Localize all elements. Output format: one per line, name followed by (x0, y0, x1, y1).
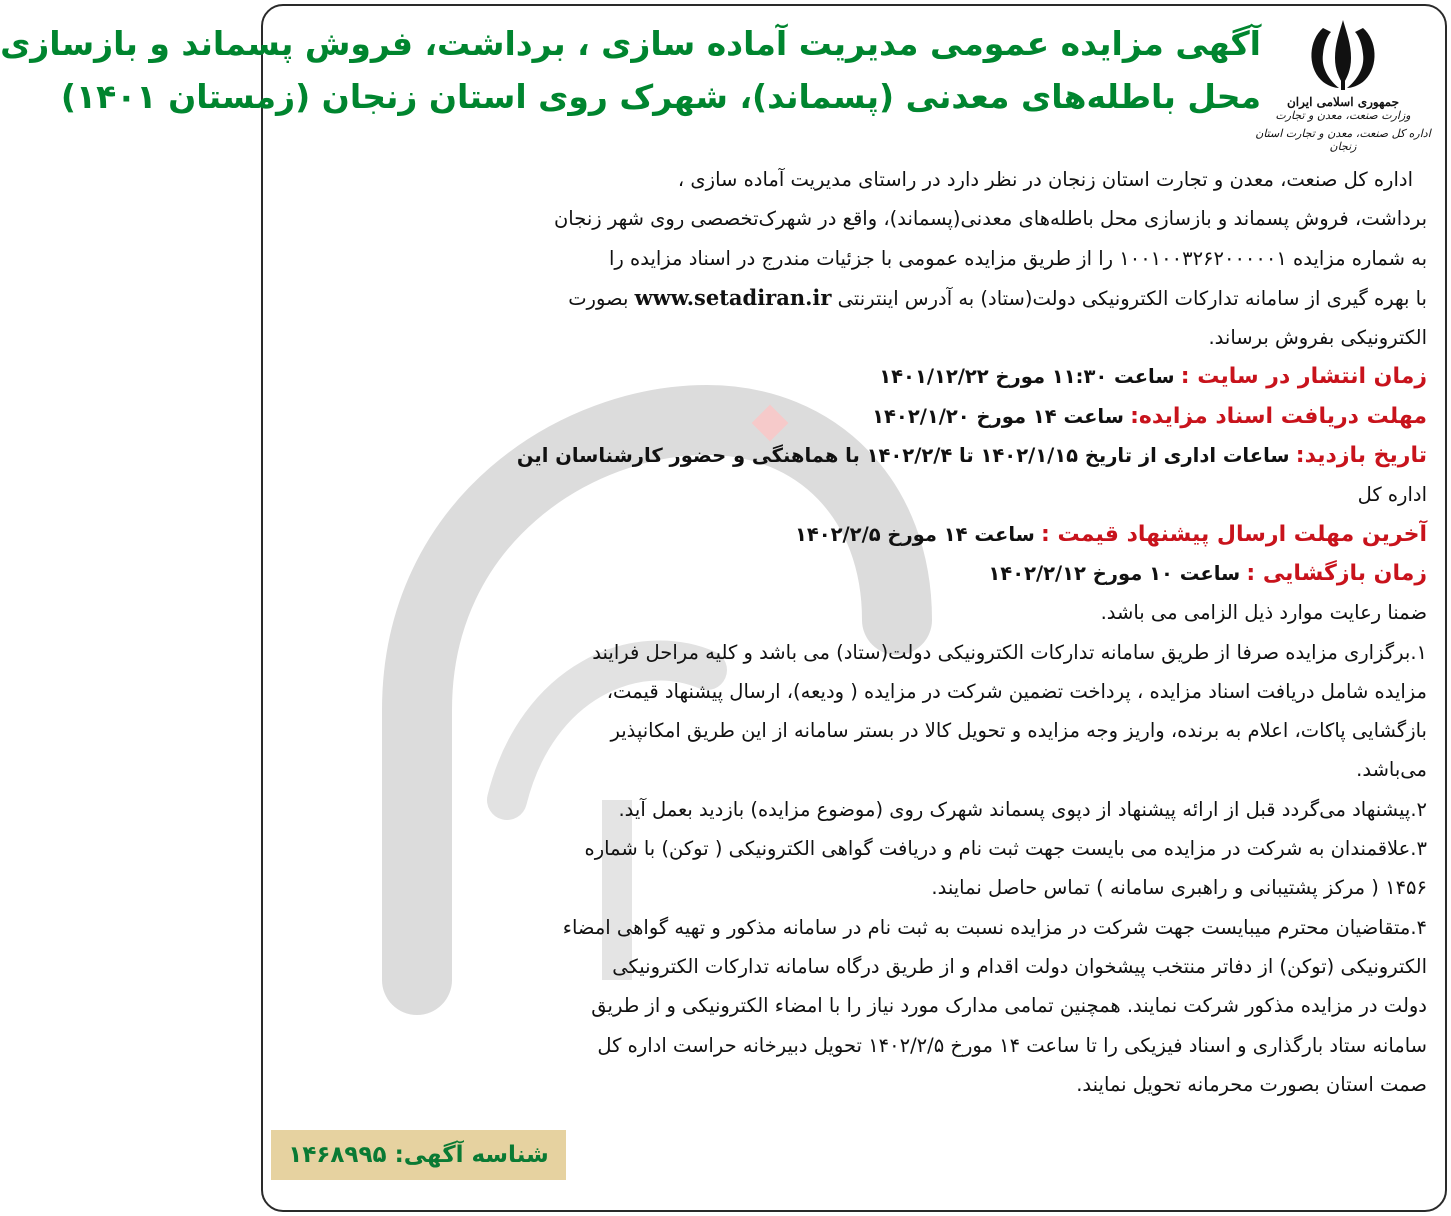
intro-line-2: برداشت، فروش پسماند و بازسازی محل باطله‌های معدنی(پسماند)، واقع در شهرک‌تخصصی روی شهر زنجان (553, 207, 1427, 231)
ad-body (281, 160, 1427, 1104)
iran-emblem-icon (1295, 14, 1391, 94)
visit-label: تاریخ بازدید: (1295, 443, 1427, 469)
docs-value: ساعت ۱۴ مورخ ۱۴۰۲/۱/۲۰ (872, 404, 1124, 428)
note-2: ۲.پیشنهاد می‌گردد قبل از ارائه پیشنهاد از دپوی پسماند شهرک روی (موضوع مزایده) بازدید بعمل آید. (618, 797, 1427, 821)
offer-value: ساعت ۱۴ مورخ ۱۴۰۲/۲/۵ (794, 522, 1035, 546)
ad-title (0, 18, 1261, 124)
intro-line-3: به شماره مزایده ۱۰۰۱۰۰۳۲۶۲۰۰۰۰۰۱ را از طریق مزایده عمومی با جزئیات مندرج در اسناد مزایده را (608, 246, 1427, 270)
opening-row (281, 554, 1427, 593)
notes-lead: ضمنا رعایت موارد ذیل الزامی می باشد. (1100, 601, 1427, 625)
note-4-line-4: سامانه ستاد بارگذاری و اسناد فیزیکی را تا ساعت ۱۴ مورخ ۱۴۰۲/۲/۵ تحویل دبیرخانه حراست اداره کل (597, 1033, 1427, 1057)
note-4-line-1: ۴.متقاضیان محترم میبایست جهت شرکت در مزایده نسبت به ثبت نام در سامانه مذکور و تهیه گواهی امضاء (562, 915, 1427, 939)
note-4-line-3: دولت در مزایده مذکور شرکت نمایند. همچنین تمامی مدارک مورد نیاز را با امضاء الکترونیکی و از طریق (591, 994, 1427, 1018)
intro-line-5: الکترونیکی بفروش برساند. (1208, 326, 1427, 350)
ad-id-badge: شناسه آگهی: ۱۴۶۸۹۹۵ (271, 1130, 566, 1180)
ministry-emblem (1243, 14, 1443, 184)
note-4-line-5: صمت استان بصورت محرمانه تحویل نمایند. (1076, 1072, 1427, 1096)
note-4-line-2: الکترونیکی (توکن) از دفاتر منتخب پیشخوان دولت اقدام و از طریق درگاه سامانه تدارکات الکترونیکی (612, 954, 1427, 978)
offer-row (281, 515, 1427, 554)
opening-label: زمان بازگشایی : (1246, 560, 1427, 586)
title-line-2: محل باطله‌های معدنی (پسماند)، شهرک روی استان زنجان (زمستان ۱۴۰۱) (60, 76, 1261, 116)
country-name: جمهوری اسلامی ایران (1286, 95, 1400, 109)
setad-url-link[interactable]: www.setadiran.ir (634, 284, 832, 310)
office-name: اداره کل صنعت، معدن و تجارت استان زنجان (1255, 127, 1431, 154)
opening-value: ساعت ۱۰ مورخ ۱۴۰۲/۲/۱۲ (988, 561, 1241, 585)
note-1-line-1: ۱.برگزاری مزایده صرفا از طریق سامانه تدارکات الکترونیکی دولت(ستاد) می باشد و کلیه مراحل فرایند (592, 640, 1427, 664)
publish-row (281, 357, 1427, 396)
intro-line-4 (281, 278, 1427, 318)
intro-line-4-pre: با بهره گیری از سامانه تدارکات الکترونیکی دولت(ستاد) به آدرس اینترنتی (837, 286, 1427, 310)
offer-label: آخرین مهلت ارسال پیشنهاد قیمت : (1041, 521, 1427, 547)
note-1-line-4: می‌باشد. (1356, 758, 1427, 782)
intro-line-4-post: بصورت (568, 286, 629, 310)
note-1-line-3: بازگشایی پاکات، اعلام به برنده، واریز وجه مزایده و تحویل کالا در بستر سامانه از این طریق امکانپذیر (610, 719, 1427, 743)
ministry-name: وزارت صنعت، معدن و تجارت (1275, 108, 1411, 122)
visit-row-cont: اداره کل (1357, 483, 1427, 507)
publish-label: زمان انتشار در سایت : (1180, 364, 1427, 390)
note-3-line-1: ۳.علاقمندان به شرکت در مزایده می بایست جهت ثبت نام و دریافت گواهی الکترونیکی ( توکن) با شماره (584, 837, 1427, 861)
visit-row (281, 436, 1427, 475)
docs-label: مهلت دریافت اسناد مزایده: (1130, 403, 1427, 429)
publish-value: ساعت ۱۱:۳۰ مورخ ۱۴۰۱/۱۲/۲۲ (879, 365, 1175, 389)
title-line-1: آگهی مزایده عمومی مدیریت آماده سازی ، برداشت، فروش پسماند و بازسازی (0, 24, 1261, 63)
note-1-line-2: مزایده شامل دریافت اسناد مزایده ، پرداخت تضمین شرکت در مزایده ( ودیعه)، ارسال پیشنهاد قیمت، (606, 679, 1427, 703)
docs-row (281, 397, 1427, 436)
visit-value: ساعات اداری از تاریخ ۱۴۰۲/۱/۱۵ تا ۱۴۰۲/۲/۴ با هماهنگی و حضور کارشناسان این (516, 444, 1290, 468)
intro-line-1: اداره کل صنعت، معدن و تجارت استان زنجان در نظر دارد در راستای مدیریت آماده سازی ، (677, 168, 1413, 191)
note-3-line-2: ۱۴۵۶ ( مرکز پشتیبانی و راهبری سامانه ) تماس حاصل نمایند. (931, 876, 1427, 900)
